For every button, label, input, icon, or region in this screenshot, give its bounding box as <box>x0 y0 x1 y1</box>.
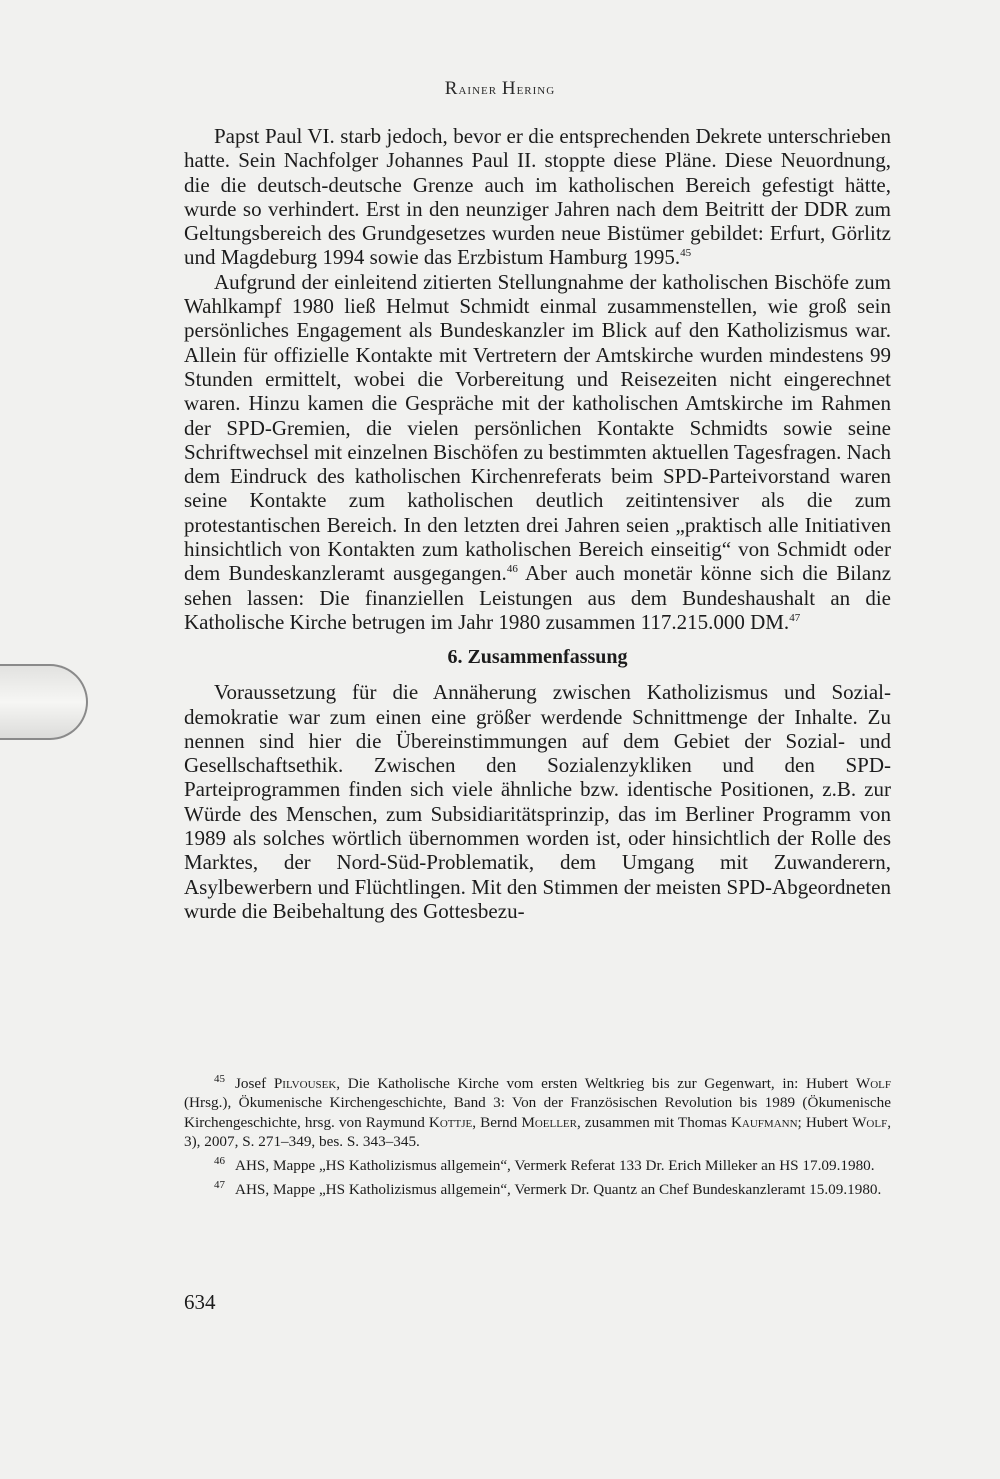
running-head-initial: R <box>444 78 459 99</box>
author-name: Moeller <box>521 1113 577 1131</box>
page-number: 634 <box>184 1290 216 1314</box>
footnote-number: 45 <box>214 1072 225 1085</box>
running-head <box>0 78 1000 100</box>
footnote-text: , 3), 2007, S. 271–349, bes. S. 343–345. <box>184 1113 891 1150</box>
footnote-text: , zusammen mit Thomas <box>576 1113 731 1131</box>
footnote-text: ; Hubert <box>797 1113 853 1131</box>
footnote-text: Josef <box>235 1075 274 1092</box>
footnote-ref: 46 <box>506 563 518 576</box>
footnote-text: AHS, Mappe „HS Katholizismus allgemein“, Vermerk Dr. Quantz an Chef Bundeskanzleramt 15.09.1980. <box>235 1181 882 1199</box>
author-name: Kottje <box>428 1113 473 1131</box>
running-head-first: ainer <box>458 82 498 98</box>
running-head-last: ering <box>516 82 556 98</box>
footnote-number: 46 <box>214 1155 225 1168</box>
paragraph-text: Aber auch monetär könne sich die Bilanz sehen lassen: Die finanziellen Leistungen aus dem Bundeshaushalt an die Katholische Kirche betrugen im Jahr 1980 zusammen 117.215.000 DM. <box>184 561 892 634</box>
footnote-text: AHS, Mappe „HS Katholizismus allgemein“, Vermerk Referat 133 Dr. Erich Milleker an HS 17.09.1980. <box>235 1157 875 1175</box>
footnote-ref: 45 <box>680 247 692 260</box>
author-name: Wolf <box>852 1113 888 1131</box>
paragraph-text: Aufgrund der einleitend zitierten Stellungnahme der katholischen Bischöfe zum Wahlkampf 1980 ließ Helmut Schmidt einmal zusammenstellen, wie groß sein persönliches Engagement als Bundeskanzler im Blick auf den Katholizismus war. Allein für offizielle Kontakte mit Vertretern der Amtskirche wurden mindestens 99 Stunden ermittelt, wobei die Vorbereitung und Reisezeiten nicht eingerechnet waren. Hinzu kamen die Gespräche mit der katholischen Amtskirche im Rahmen der SPD-Gremien, die vielen persönlichen Kontakte Schmidts sowie seine Schriftwechsel mit einzelnen Bischöfen zu bestimmten aktuellen Tagesfragen. Nach dem Eindruck des katholischen Kirchenreferats beim SPD-Parteivorstand waren seine Kontakte zum katholischen deutlich zeitintensiver als die zum protestantischen Bereich. In den letzten drei Jahren seien „praktisch alle Initiativen hinsichtlich von Kontakten zum katholischen Bereich einseitig“ von Schmidt oder dem Bundeskanzleramt ausgegangen. <box>184 269 891 586</box>
footnote-text: , Bernd <box>472 1113 522 1131</box>
author-name: Pilvousek <box>273 1075 337 1092</box>
paragraph <box>184 124 891 270</box>
footnote-45 <box>184 1074 891 1151</box>
footnote-text: (Hrsg.), Ökumenische Kirchengeschichte, Band 3: Von der Französischen Revolution bis 1989 (Ökumenische Kirchengeschichte, hrsg. von Raymund <box>184 1094 891 1131</box>
author-name: Kaufmann <box>730 1113 798 1131</box>
footnote-number: 47 <box>214 1179 225 1192</box>
footnote-text: , Die Katholische Kirche vom ersten Weltkrieg bis zur Gegenwart, in: Hubert <box>336 1075 856 1092</box>
footnote-47 <box>184 1180 891 1199</box>
paragraph-text: Papst Paul VI. starb jedoch, bevor er die entsprechenden Dekrete unterschrieben hatte. Sein Nachfolger Johannes Paul II. stoppte diese Pläne. Diese Neuordnung, die die deutsch-deutsche Grenze auch im katholischen Bereich gefestigt hätte, wurde so verhindert. Erst in den neunziger Jahren nach dem Beitritt der DDR zum Geltungsbereich des Grundgesetzes wurden neue Bistümer gebildet: Erfurt, Görlitz und Magdeburg 1994 sowie das Erzbistum Hamburg 1995. <box>184 124 891 270</box>
paragraph <box>184 270 891 634</box>
author-name: Wolf <box>855 1075 891 1092</box>
section-heading: 6. Zusammenfassung <box>447 646 628 669</box>
scanner-clip <box>0 664 88 740</box>
footnote-46 <box>184 1156 891 1175</box>
footnotes <box>184 1074 891 1205</box>
running-head-initial: H <box>501 78 517 99</box>
main-text <box>184 124 891 923</box>
paragraph-text: Voraussetzung für die Annäherung zwischen Katholizismus und Sozialdemokratie war zum einen eine größer werdende Schnittmenge der Inhalte. Zu nennen sind hier die Übereinstimmungen auf dem Gebiet der Sozial- und Gesellschaftsethik. Zwischen den Sozialenzykliken und den SPD-Parteiprogrammen finden sich viele ähnliche bzw. identische Positionen, z.B. zur Würde des Menschen, zum Subsidiaritätsprinzip, das im Berliner Programm von 1989 als solches wörtlich übernommen worden ist, oder hinsichtlich der Rolle des Marktes, der Nord-Süd-Problematik, dem Umgang mit Zuwanderern, Asylbewerbern und Flüchtlingen. Mit den Stimmen der meisten SPD-Abgeordneten wurde die Beibehaltung des Gottesbezu- <box>184 680 891 923</box>
paragraph <box>184 680 891 923</box>
footnote-ref: 47 <box>789 611 801 624</box>
